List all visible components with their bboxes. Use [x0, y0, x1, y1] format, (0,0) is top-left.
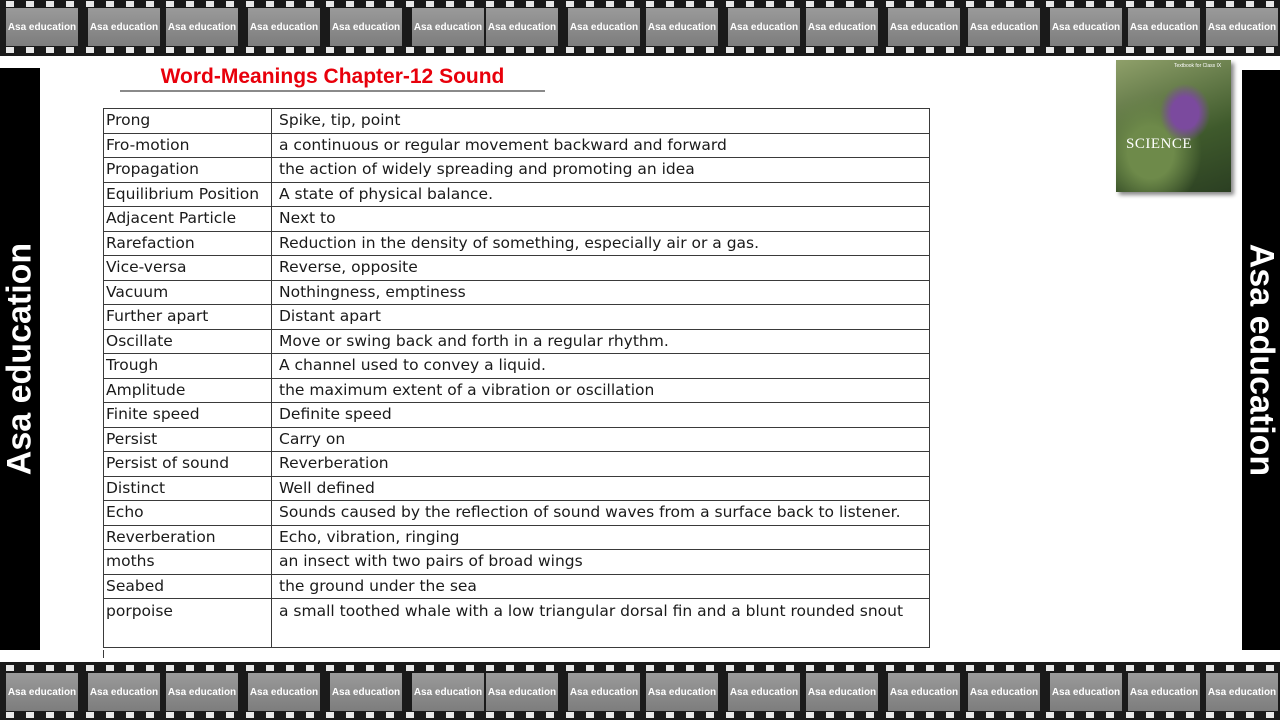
- film-frame-label: Asa education: [968, 8, 1040, 46]
- meaning-cell: A channel used to convey a liquid.: [272, 354, 930, 379]
- side-banner-text: Asa education: [1242, 243, 1280, 477]
- film-frames: [0, 8, 1280, 46]
- table-row: [104, 158, 930, 183]
- film-frame-label: Asa education: [88, 8, 160, 46]
- table-row: [104, 133, 930, 158]
- film-frame-label: Asa education: [166, 673, 238, 711]
- table-row: [104, 378, 930, 403]
- table-row: [104, 305, 930, 330]
- word-meanings-table: [103, 108, 930, 648]
- term-cell: Adjacent Particle: [104, 207, 272, 232]
- meaning-cell: Spike, tip, point: [272, 109, 930, 134]
- film-frame-label: Asa education: [486, 673, 558, 711]
- table-row: [104, 525, 930, 550]
- film-frame-label: Asa education: [248, 673, 320, 711]
- term-cell: Vacuum: [104, 280, 272, 305]
- table-row: [104, 452, 930, 477]
- film-frame-label: Asa education: [412, 8, 484, 46]
- meaning-cell: Next to: [272, 207, 930, 232]
- term-cell: Distinct: [104, 476, 272, 501]
- table-row: [104, 256, 930, 281]
- term-cell: Persist of sound: [104, 452, 272, 477]
- table-row: [104, 329, 930, 354]
- film-frame-label: Asa education: [1128, 673, 1200, 711]
- film-strip-bottom: [0, 662, 1280, 720]
- table-row: [104, 182, 930, 207]
- film-perforations: [0, 712, 1280, 718]
- side-banner-right: [1242, 70, 1280, 650]
- book-cover-image: [1116, 60, 1231, 192]
- meaning-cell: Reverberation: [272, 452, 930, 477]
- film-frame-label: Asa education: [728, 673, 800, 711]
- table-row: [104, 501, 930, 526]
- film-frame-label: Asa education: [888, 8, 960, 46]
- table-row: [104, 109, 930, 134]
- film-strip-top: [0, 0, 1280, 56]
- film-perforations: [0, 665, 1280, 671]
- film-frame-label: Asa education: [806, 8, 878, 46]
- term-cell: moths: [104, 550, 272, 575]
- table-row: [104, 280, 930, 305]
- meaning-cell: the ground under the sea: [272, 574, 930, 599]
- meaning-cell: Reduction in the density of something, especially air or a gas.: [272, 231, 930, 256]
- meaning-cell: Definite speed: [272, 403, 930, 428]
- table-border-tail: [103, 650, 104, 658]
- film-frame-label: Asa education: [568, 673, 640, 711]
- book-cover-subtitle: Textbook for Class IX: [1174, 63, 1222, 69]
- film-frame-label: Asa education: [728, 8, 800, 46]
- meaning-cell: Nothingness, emptiness: [272, 280, 930, 305]
- film-frame-label: Asa education: [248, 8, 320, 46]
- table-row: [104, 207, 930, 232]
- meaning-cell: Move or swing back and forth in a regular rhythm.: [272, 329, 930, 354]
- film-frame-label: Asa education: [1206, 673, 1278, 711]
- meaning-cell: Sounds caused by the reflection of sound waves from a surface back to listener.: [272, 501, 930, 526]
- term-cell: Trough: [104, 354, 272, 379]
- film-frame-label: Asa education: [568, 8, 640, 46]
- meaning-cell: the maximum extent of a vibration or oscillation: [272, 378, 930, 403]
- film-frame-label: Asa education: [88, 673, 160, 711]
- term-cell: Prong: [104, 109, 272, 134]
- film-frame-label: Asa education: [412, 673, 484, 711]
- film-frame-label: Asa education: [166, 8, 238, 46]
- term-cell: Fro-motion: [104, 133, 272, 158]
- page-title: Word-Meanings Chapter-12 Sound: [120, 64, 545, 92]
- film-frames: [0, 673, 1280, 711]
- book-cover-title: SCIENCE: [1126, 136, 1193, 152]
- table-row: [104, 231, 930, 256]
- meaning-cell: a continuous or regular movement backward and forward: [272, 133, 930, 158]
- meaning-cell: an insect with two pairs of broad wings: [272, 550, 930, 575]
- table-row: [104, 574, 930, 599]
- meaning-cell: Reverse, opposite: [272, 256, 930, 281]
- film-frame-label: Asa education: [1206, 8, 1278, 46]
- film-frame-label: Asa education: [6, 673, 78, 711]
- meaning-cell: a small toothed whale with a low triangular dorsal fin and a blunt rounded snout: [272, 599, 930, 648]
- film-frame-label: Asa education: [646, 673, 718, 711]
- term-cell: Vice-versa: [104, 256, 272, 281]
- term-cell: Equilibrium Position: [104, 182, 272, 207]
- film-perforations: [0, 47, 1280, 53]
- film-frame-label: Asa education: [486, 8, 558, 46]
- film-frame-label: Asa education: [888, 673, 960, 711]
- film-frame-label: Asa education: [6, 8, 78, 46]
- meaning-cell: Well defined: [272, 476, 930, 501]
- term-cell: porpoise: [104, 599, 272, 648]
- table-row: [104, 427, 930, 452]
- meaning-cell: A state of physical balance.: [272, 182, 930, 207]
- term-cell: Oscillate: [104, 329, 272, 354]
- term-cell: Echo: [104, 501, 272, 526]
- side-banner-text: Asa education: [0, 242, 39, 476]
- term-cell: Finite speed: [104, 403, 272, 428]
- term-cell: Rarefaction: [104, 231, 272, 256]
- meaning-cell: Echo, vibration, ringing: [272, 525, 930, 550]
- film-frame-label: Asa education: [806, 673, 878, 711]
- film-frame-label: Asa education: [968, 673, 1040, 711]
- meaning-cell: the action of widely spreading and promoting an idea: [272, 158, 930, 183]
- film-frame-label: Asa education: [646, 8, 718, 46]
- term-cell: Amplitude: [104, 378, 272, 403]
- film-frame-label: Asa education: [1050, 673, 1122, 711]
- term-cell: Propagation: [104, 158, 272, 183]
- table-row: [104, 476, 930, 501]
- film-frame-label: Asa education: [1128, 8, 1200, 46]
- term-cell: Further apart: [104, 305, 272, 330]
- side-banner-left: [0, 68, 40, 650]
- table-row: [104, 550, 930, 575]
- film-frame-label: Asa education: [1050, 8, 1122, 46]
- meaning-cell: Distant apart: [272, 305, 930, 330]
- film-frame-label: Asa education: [330, 673, 402, 711]
- film-perforations: [0, 1, 1280, 7]
- term-cell: Persist: [104, 427, 272, 452]
- table-row: [104, 599, 930, 648]
- term-cell: Seabed: [104, 574, 272, 599]
- meaning-cell: Carry on: [272, 427, 930, 452]
- film-frame-label: Asa education: [330, 8, 402, 46]
- table-row: [104, 403, 930, 428]
- table-row: [104, 354, 930, 379]
- term-cell: Reverberation: [104, 525, 272, 550]
- film-divider: [0, 56, 1280, 58]
